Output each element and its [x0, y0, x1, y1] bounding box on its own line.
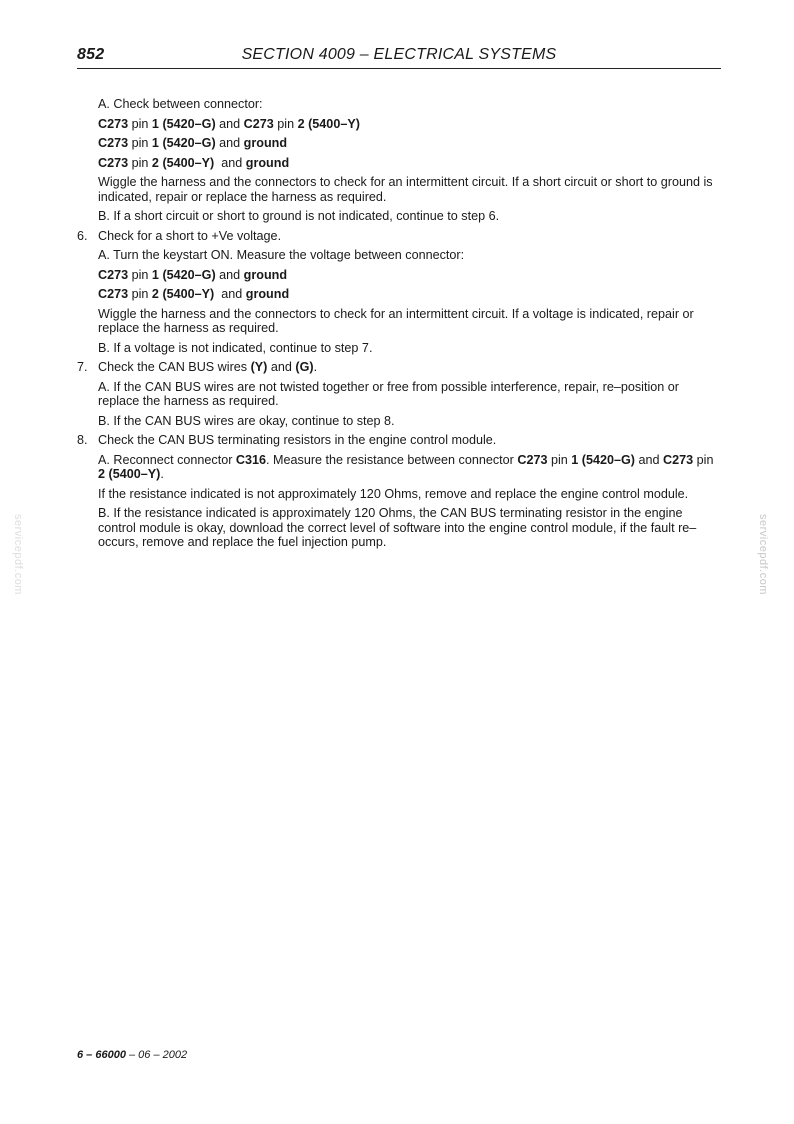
page-footer	[77, 1049, 187, 1061]
step-8b: B. If the resistance indicated is approximately 120 Ohms, the CAN BUS terminating resistor in the engine control module is okay, download the correct level of software into the engine control module, if the fault re–occurs, remove and replace the fuel injection pump.	[98, 506, 697, 549]
step-5a-check-row-3: C273 pin 2 (5400–Y) and ground	[98, 155, 290, 170]
step-6: 6. Check for a short to +Ve voltage.	[77, 228, 282, 243]
step-6b: B. If a voltage is not indicated, continue to step 7.	[98, 340, 373, 355]
step-7a: A. If the CAN BUS wires are not twisted together or free from possible interference, repair, re–position or replace the harness as required.	[98, 379, 679, 408]
document-body	[77, 97, 721, 555]
section-title: SECTION 4009 – ELECTRICAL SYSTEMS	[241, 46, 557, 63]
page-number: 852	[77, 46, 105, 63]
step-8-number: 8.	[77, 433, 88, 447]
step-6a-intro: A. Turn the keystart ON. Measure the voltage between connector:	[98, 248, 465, 262]
watermark-left: servicepdf.com	[12, 514, 24, 595]
step-5a-check-row-1: C273 pin 1 (5420–G) and C273 pin 2 (5400–Y)	[98, 116, 360, 131]
step-7: 7. Check the CAN BUS wires (Y) and (G).	[77, 360, 318, 374]
step-6a-check-row-2: C273 pin 2 (5400–Y) and ground	[98, 287, 290, 301]
step-6a-check-row-1: C273 pin 1 (5420–G) and ground	[98, 267, 288, 282]
step-5b: B. If a short circuit or short to ground is not indicated, continue to step 6.	[98, 209, 500, 223]
watermark-right: servicepdf.com	[757, 514, 769, 595]
step-8-resistance-note: If the resistance indicated is not approximately 120 Ohms, remove and replace the engine control module.	[98, 486, 689, 501]
step-7-number: 7.	[77, 360, 88, 374]
step-6a-wiggle-note: Wiggle the harness and the connectors to check for an intermittent circuit. If a voltage is indicated, repair or replace the harness as required.	[98, 306, 694, 335]
document-date: – 06 – 2002	[129, 1049, 188, 1061]
step-5a-check-row-2: C273 pin 1 (5420–G) and ground	[98, 136, 288, 150]
step-8: 8. Check the CAN BUS terminating resistors in the engine control module.	[77, 433, 497, 447]
step-7b: B. If the CAN BUS wires are okay, continue to step 8.	[98, 413, 395, 428]
step-5a-intro: A. Check between connector:	[98, 97, 263, 111]
page-header	[77, 46, 721, 69]
step-8a: A. Reconnect connector C316. Measure the resistance between connector C273 pin 1 (5420–G) and C273 pin 2 (5400–Y).	[98, 452, 714, 481]
step-6-number: 6.	[77, 228, 88, 243]
document-code: 6 – 66000	[77, 1049, 126, 1061]
step-5a-wiggle-note: Wiggle the harness and the connectors to check for an intermittent circuit. If a short circuit or short to ground is indicated, repair or replace the harness as required.	[98, 175, 713, 204]
